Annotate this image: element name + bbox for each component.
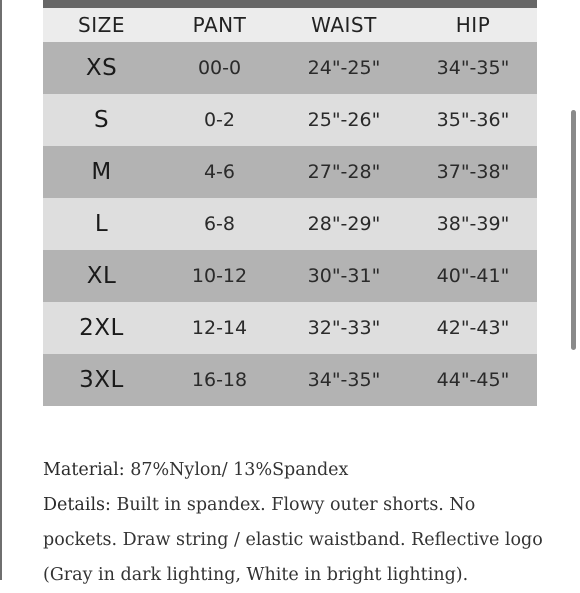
waist-cell: 25"-26" — [307, 109, 381, 131]
hip-cell: 42"-43" — [436, 317, 510, 339]
header-size: SIZE — [78, 13, 125, 37]
table-top-strip — [43, 0, 537, 8]
details-value: Built in spandex. Flowy outer shorts. No — [116, 495, 476, 515]
table-row — [43, 94, 537, 146]
details-line — [43, 488, 563, 523]
page-left-border — [0, 0, 2, 580]
details-line-2: pockets. Draw string / elastic waistband. Reflective logo — [43, 530, 543, 550]
material-line — [43, 453, 563, 488]
waist-cell: 24"-25" — [307, 57, 381, 79]
size-cell: 2XL — [79, 315, 124, 341]
material-value: 87%Nylon/ 13%Spandex — [130, 460, 349, 480]
size-cell: L — [94, 211, 109, 237]
pant-cell: 00-0 — [197, 57, 242, 79]
scrollbar-thumb[interactable] — [571, 110, 576, 350]
size-cell: M — [91, 159, 112, 185]
table-row — [43, 354, 537, 406]
hip-cell: 44"-45" — [436, 369, 510, 391]
waist-cell: 27"-28" — [307, 161, 381, 183]
size-cell: S — [93, 107, 110, 133]
waist-cell: 32"-33" — [307, 317, 381, 339]
size-cell: 3XL — [79, 367, 124, 393]
waist-cell: 30"-31" — [307, 265, 381, 287]
pant-cell: 12-14 — [191, 317, 248, 339]
hip-cell: 40"-41" — [436, 265, 510, 287]
size-cell: XS — [85, 55, 118, 81]
table-header-row — [43, 8, 537, 42]
material-label: Material: — [43, 460, 125, 480]
header-waist: WAIST — [311, 13, 377, 37]
pant-cell: 16-18 — [191, 369, 248, 391]
hip-cell: 38"-39" — [436, 213, 510, 235]
size-cell: XL — [86, 263, 117, 289]
table-row — [43, 250, 537, 302]
header-pant: PANT — [192, 13, 247, 37]
table-row — [43, 198, 537, 250]
details-line-3: (Gray in dark lighting, White in bright lighting). — [43, 565, 469, 585]
pant-cell: 4-6 — [203, 161, 236, 183]
pant-cell: 0-2 — [203, 109, 236, 131]
pant-cell: 6-8 — [203, 213, 236, 235]
table-row — [43, 302, 537, 354]
size-chart-table — [43, 8, 537, 406]
pant-cell: 10-12 — [191, 265, 248, 287]
product-description — [43, 453, 563, 593]
waist-cell: 34"-35" — [307, 369, 381, 391]
waist-cell: 28"-29" — [307, 213, 381, 235]
table-row — [43, 146, 537, 198]
details-label: Details: — [43, 495, 111, 515]
header-hip: HIP — [455, 13, 491, 37]
hip-cell: 37"-38" — [436, 161, 510, 183]
hip-cell: 35"-36" — [436, 109, 510, 131]
table-row — [43, 42, 537, 94]
hip-cell: 34"-35" — [436, 57, 510, 79]
